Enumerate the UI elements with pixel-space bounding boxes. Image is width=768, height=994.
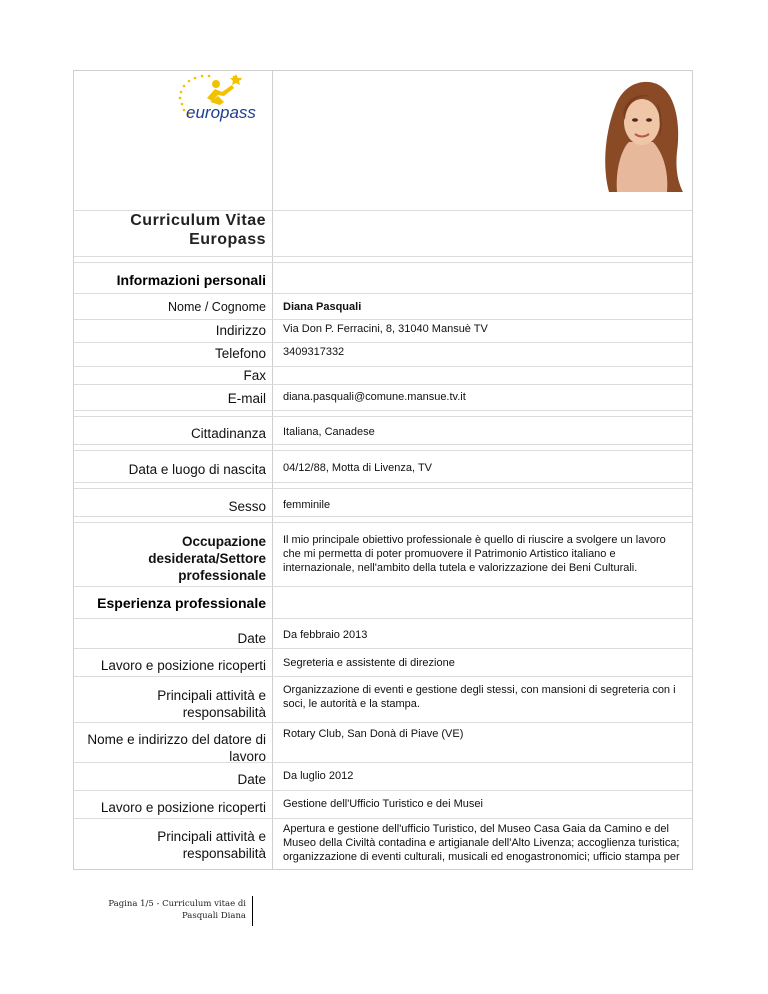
label-name: Nome / Cognome bbox=[168, 300, 266, 314]
profile-photo bbox=[595, 72, 688, 192]
cv-title-line2: Europass bbox=[189, 231, 266, 248]
divider bbox=[74, 676, 692, 677]
divider bbox=[74, 482, 692, 483]
divider bbox=[74, 256, 692, 257]
value-position: Segreteria e assistente di direzione bbox=[283, 657, 455, 669]
label-address: Indirizzo bbox=[215, 323, 266, 338]
label-phone: Telefono bbox=[214, 346, 266, 361]
section-personal-info: Informazioni personali bbox=[116, 272, 266, 288]
divider bbox=[74, 210, 692, 211]
divider bbox=[74, 818, 692, 819]
divider bbox=[74, 384, 692, 385]
divider bbox=[74, 790, 692, 791]
logo-text: europass bbox=[186, 103, 256, 122]
divider bbox=[74, 342, 692, 343]
value-address: Via Don P. Ferracini, 8, 31040 Mansuè TV bbox=[283, 323, 488, 335]
label-email: E-mail bbox=[227, 391, 266, 406]
label-occupation: Occupazione desiderata/Settore professionale bbox=[148, 534, 266, 583]
footer-line1: Pagina 1/5 - Curriculum vitae di bbox=[108, 899, 246, 909]
label-birth: Data e luogo di nascita bbox=[128, 462, 266, 477]
value-citizenship: Italiana, Canadese bbox=[283, 426, 375, 438]
divider bbox=[74, 586, 692, 587]
value-email: diana.pasquali@comune.mansue.tv.it bbox=[283, 391, 466, 403]
divider bbox=[74, 366, 692, 367]
divider bbox=[74, 488, 692, 489]
section-experience: Esperienza professionale bbox=[97, 595, 266, 611]
value-phone: 3409317332 bbox=[283, 346, 345, 358]
divider bbox=[74, 444, 692, 445]
footer-bar bbox=[252, 896, 253, 926]
label-date: Date bbox=[237, 631, 266, 646]
divider bbox=[74, 293, 692, 294]
value-activities: Apertura e gestione dell'ufficio Turistico, del Museo Casa Gaia da Camino e del Museo della Civiltà contadina e artigianale dell'Alto Livenza; accoglienza turistica; organizzazione di eventi culturali, musicali ed enogastronomici; ufficio stampa per bbox=[283, 823, 680, 863]
cv-title-line1: Curriculum Vitae bbox=[130, 212, 266, 229]
value-date: Da luglio 2012 bbox=[283, 770, 354, 782]
label-employer: Nome e indirizzo del datore di lavoro bbox=[87, 732, 266, 764]
divider bbox=[74, 516, 692, 517]
value-position: Gestione dell'Ufficio Turistico e dei Musei bbox=[283, 798, 483, 810]
value-occupation: Il mio principale obiettivo professionale è quello di riuscire a svolgere un lavoro che mi permetta di poter promuovere il Patrimonio Artistico italiano e internazionale, nell'ambito della tutela e valorizzazione dei Beni Culturali. bbox=[283, 534, 666, 574]
value-gender: femminile bbox=[283, 499, 331, 511]
divider bbox=[74, 618, 692, 619]
label-date: Date bbox=[237, 772, 266, 787]
footer-line2: Pasquali Diana bbox=[181, 911, 246, 921]
europass-logo bbox=[174, 68, 274, 126]
label-gender: Sesso bbox=[228, 499, 266, 514]
divider bbox=[74, 319, 692, 320]
divider bbox=[74, 522, 692, 523]
label-activities: Principali attività e responsabilità bbox=[157, 688, 266, 720]
divider bbox=[74, 410, 692, 411]
value-name: Diana Pasquali bbox=[283, 301, 362, 313]
divider bbox=[74, 450, 692, 451]
label-position: Lavoro e posizione ricoperti bbox=[100, 800, 266, 815]
value-birth: 04/12/88, Motta di Livenza, TV bbox=[283, 462, 432, 474]
label-position: Lavoro e posizione ricoperti bbox=[100, 658, 266, 673]
divider bbox=[74, 262, 692, 263]
divider bbox=[74, 416, 692, 417]
label-fax: Fax bbox=[243, 368, 266, 383]
column-divider bbox=[272, 70, 273, 870]
page-footer bbox=[80, 898, 246, 922]
label-activities: Principali attività e responsabilità bbox=[157, 829, 266, 861]
value-employer: Rotary Club, San Donà di Piave (VE) bbox=[283, 728, 464, 740]
value-date: Da febbraio 2013 bbox=[283, 629, 368, 641]
label-citizenship: Cittadinanza bbox=[190, 426, 266, 441]
divider bbox=[74, 648, 692, 649]
divider bbox=[74, 722, 692, 723]
value-activities: Organizzazione di eventi e gestione degli stessi, con mansioni di segreteria con i soci, le autorità e la stampa. bbox=[283, 684, 676, 710]
